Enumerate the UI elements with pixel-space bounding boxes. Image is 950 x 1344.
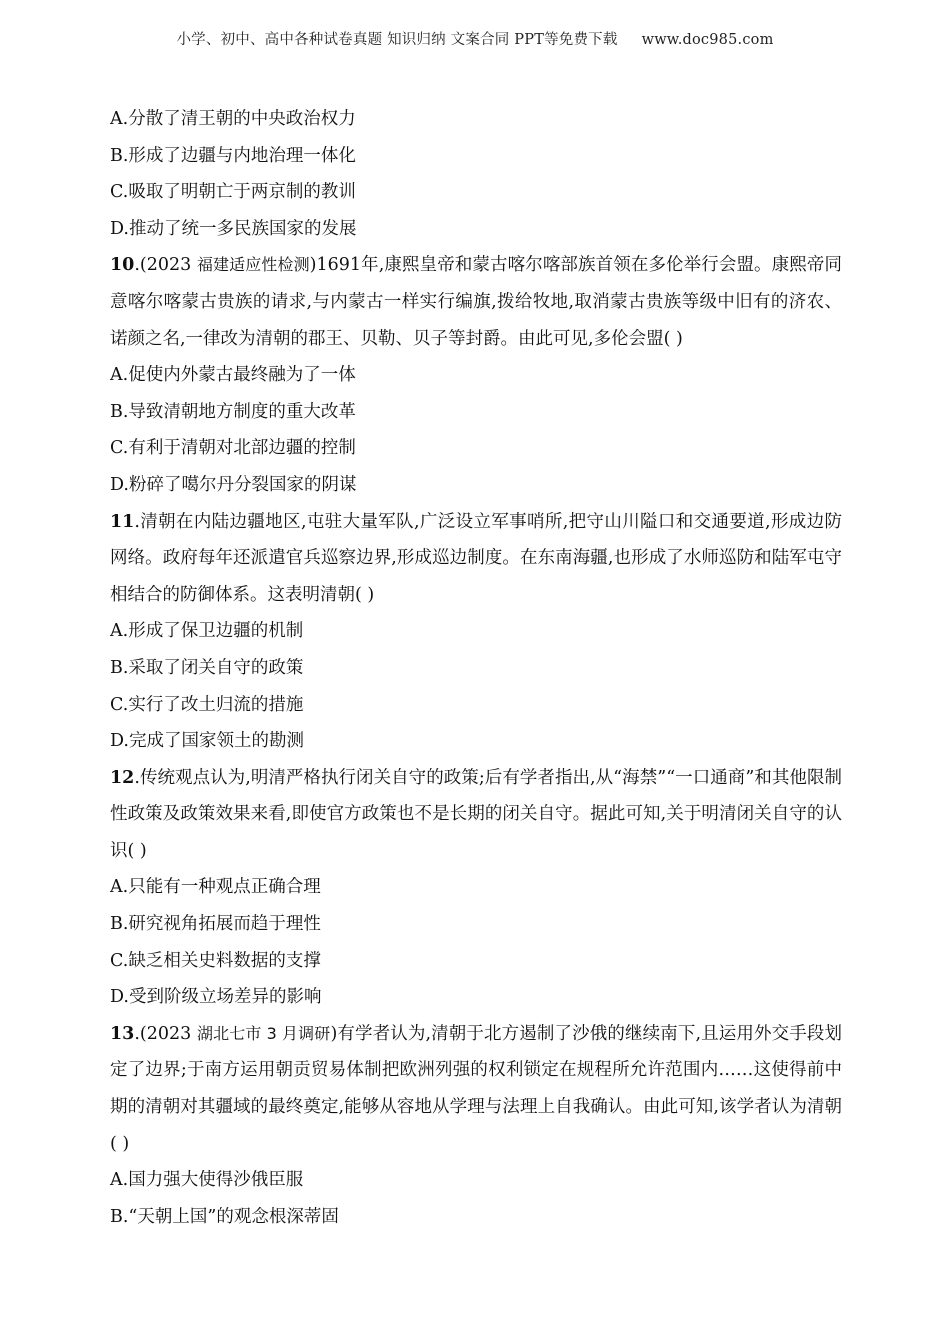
q10-stem bbox=[110, 247, 842, 357]
question-12 bbox=[110, 760, 842, 1016]
q9-option-a: A.分散了清王朝的中央政治权力 bbox=[110, 109, 356, 129]
q13-option-b: B.“天朝上国”的观念根深蒂固 bbox=[110, 1206, 339, 1227]
q13-number: 13 bbox=[110, 1023, 135, 1044]
q13-stem bbox=[110, 1016, 842, 1162]
q13-source-open: .(2023 bbox=[134, 1023, 197, 1044]
q12-option-a: A.只能有一种观点正确合理 bbox=[110, 877, 321, 898]
q11-option-a: A.形成了保卫边疆的机制 bbox=[110, 621, 304, 642]
q12-option-d: D.受到阶级立场差异的影响 bbox=[110, 987, 322, 1008]
q10-option-c: C.有利于清朝对北部边疆的控制 bbox=[110, 438, 356, 459]
q10-option-a: A.促使内外蒙古最终融为了一体 bbox=[110, 365, 356, 386]
question-9-options bbox=[110, 101, 842, 247]
q11-option-d: D.完成了国家领土的勘测 bbox=[110, 731, 304, 752]
header-url[interactable]: www.doc985.com bbox=[641, 32, 774, 48]
page-header bbox=[0, 28, 950, 49]
q10-number: 10 bbox=[110, 255, 135, 276]
question-content bbox=[110, 101, 842, 1235]
header-text: 小学、初中、高中各种试卷真题 知识归纳 文案合同 PPT等免费下载 bbox=[176, 32, 618, 48]
q9-option-b: B.形成了边疆与内地治理一体化 bbox=[110, 145, 356, 166]
q10-stem-text: )1691年,康熙皇帝和蒙古喀尔喀部族首领在多伦举行会盟。康熙帝同意喀尔喀蒙古贵族的请求,与内蒙古一样实行编旗,拨给牧地,取消蒙古贵族等级中旧有的济农、诺颜之名,一律改为清朝的郡王、贝勒、贝子等封爵。由此可见,多伦会盟( ) bbox=[110, 255, 842, 349]
q11-option-c: C.实行了改土归流的措施 bbox=[110, 694, 304, 715]
q13-source: 湖北七市 3 月调研 bbox=[196, 1023, 331, 1043]
q13-stem-text: )有学者认为,清朝于北方遏制了沙俄的继续南下,且运用外交手段划定了边界;于南方运用朝贡贸易体制把欧洲列强的权利锁定在规程所允许范围内……这使得前中期的清朝对其疆域的最终奠定,能够从容地从学理与法理上自我确认。由此可知,该学者认为清朝( ) bbox=[110, 1023, 843, 1154]
q12-stem bbox=[110, 760, 842, 870]
q10-option-d: D.粉碎了噶尔丹分裂国家的阴谋 bbox=[110, 474, 357, 495]
question-10 bbox=[110, 247, 842, 503]
q9-option-c: C.吸取了明朝亡于两京制的教训 bbox=[110, 182, 356, 203]
q11-option-b: B.采取了闭关自守的政策 bbox=[110, 657, 304, 678]
q9-option-d: D.推动了统一多民族国家的发展 bbox=[110, 218, 357, 239]
q11-number: 11 bbox=[110, 511, 135, 532]
q10-source-open: .(2023 bbox=[134, 255, 197, 276]
q12-option-b: B.研究视角拓展而趋于理性 bbox=[110, 914, 321, 935]
q13-option-a: A.国力强大使得沙俄臣服 bbox=[110, 1170, 304, 1191]
q11-stem bbox=[110, 504, 842, 614]
q10-option-b: B.导致清朝地方制度的重大改革 bbox=[110, 401, 356, 422]
q10-source: 福建适应性检测 bbox=[196, 255, 310, 275]
question-11 bbox=[110, 504, 842, 760]
q12-number: 12 bbox=[110, 767, 135, 788]
q12-stem-text: .传统观点认为,明清严格执行闭关自守的政策;后有学者指出,从“海禁”“一口通商”和其他限制性政策及政策效果来看,即使官方政策也不是长期的闭关自守。据此可知,关于明清闭关自守的认识( ) bbox=[110, 767, 842, 861]
question-13 bbox=[110, 1016, 842, 1236]
q12-option-c: C.缺乏相关史料数据的支撑 bbox=[110, 950, 321, 971]
q11-stem-text: .清朝在内陆边疆地区,屯驻大量军队,广泛设立军事哨所,把守山川隘口和交通要道,形成边防网络。政府每年还派遣官兵巡察边界,形成巡边制度。在东南海疆,也形成了水师巡防和陆军屯守相结合的防御体系。这表明清朝( ) bbox=[110, 511, 842, 605]
